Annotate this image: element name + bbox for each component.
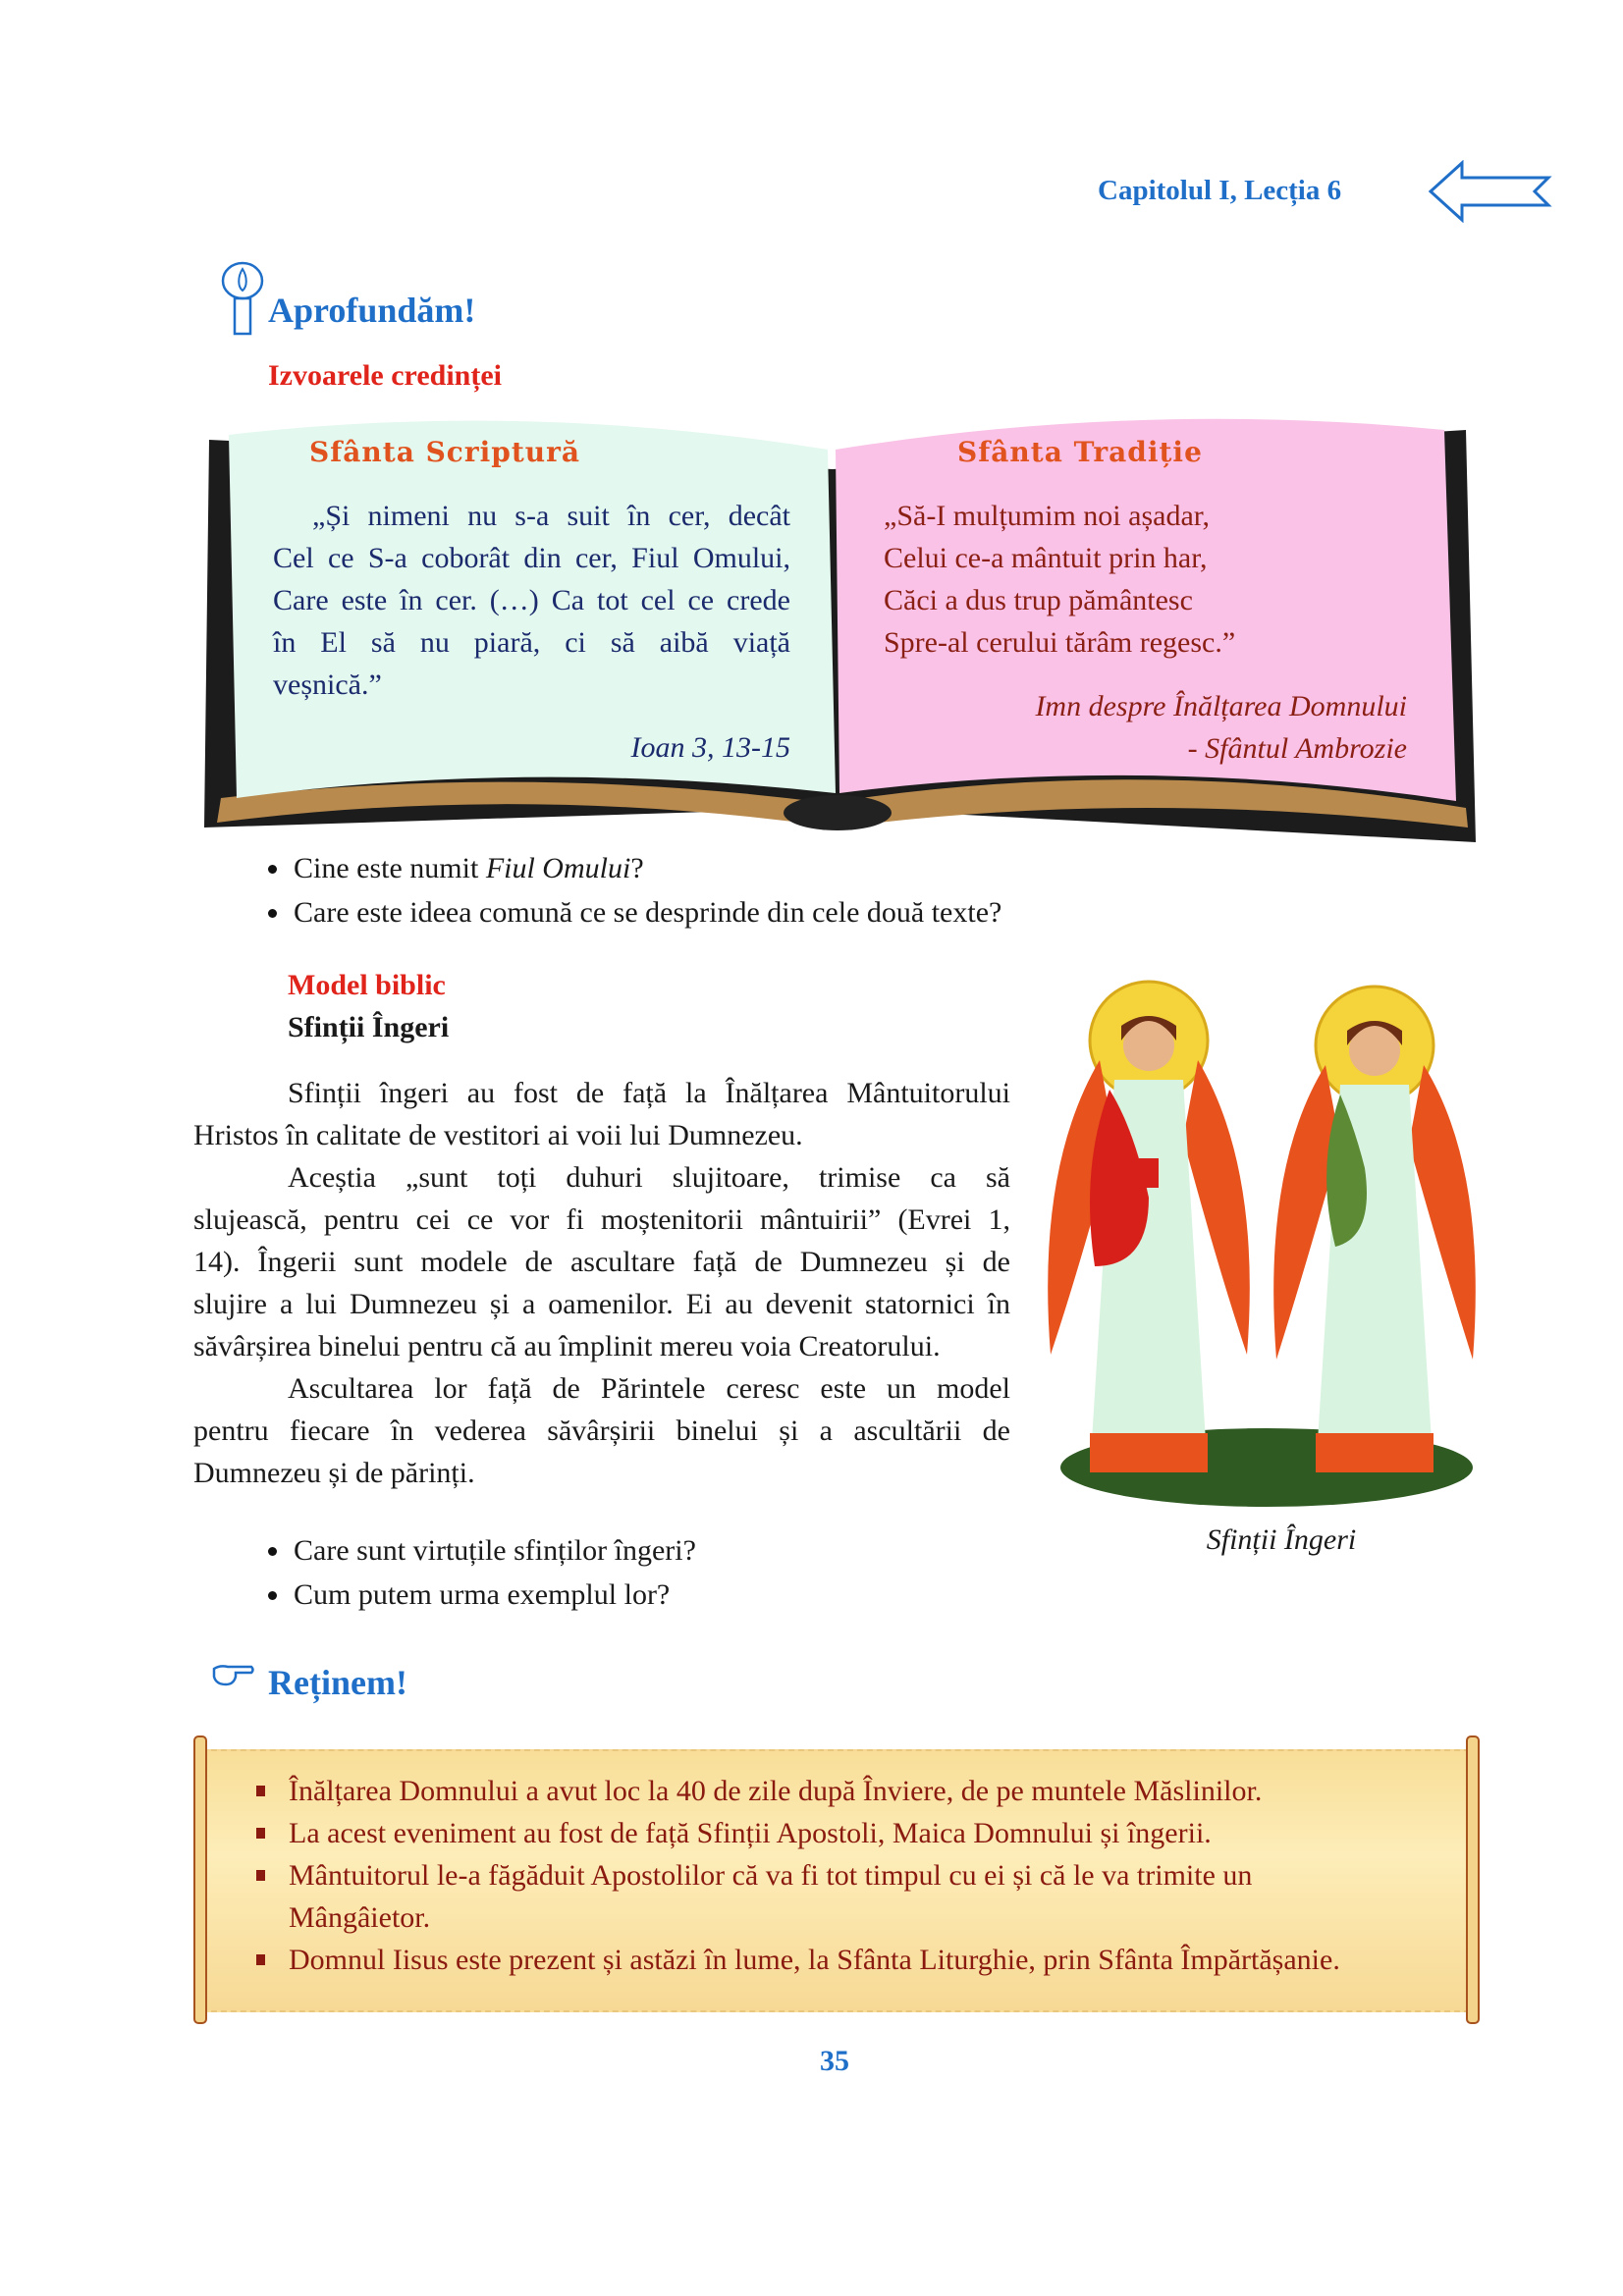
text-line: Dumnezeu și de părinți. (193, 1457, 475, 1489)
open-book (199, 410, 1476, 842)
question-item: Care sunt virtuțile sfinților îngeri? (268, 1528, 696, 1573)
hymn-line: Căci a dus trup pământesc (884, 584, 1193, 616)
text-line: slujească, pentru cei ce vor fi moștenitorii mântuirii” (Evrei 1, (193, 1203, 1010, 1236)
text-line: pentru fiecare în vederea săvârșirii binelui și a ascultării de (193, 1415, 1010, 1447)
question-item: Cum putem urma exemplul lor? (268, 1573, 696, 1617)
tradition-hymn (884, 495, 1414, 664)
question-item: Cine este numit Fiul Omului? (268, 846, 1001, 890)
subtitle-izvoarele: Izvoarele credinței (268, 359, 502, 392)
quote-line: veșnică.” (273, 668, 382, 701)
text-line: slujire a lui Dumnezeu și a oamenilor. Ei au devenit statornici în (193, 1288, 1010, 1320)
candle-icon (218, 261, 267, 338)
chapter-label: Capitolul I, Lecția 6 (1098, 175, 1342, 206)
quote-line: Care este în cer. (…) Ca tot cel ce crede (273, 584, 790, 616)
summary-item: Înălțarea Domnului a avut loc la 40 de zile după Înviere, de pe muntele Măslinilor. (256, 1770, 1434, 1812)
hymn-source (884, 685, 1407, 770)
summary-scroll (191, 1735, 1480, 2020)
hymn-line: Spre-al cerului tărâm regesc.” (884, 626, 1236, 659)
image-caption: Sfinții Îngeri (1206, 1523, 1357, 1556)
hymn-source-author: - Sfântul Ambrozie (1187, 732, 1407, 765)
hymn-line: „Să-I mulțumim noi așadar, (884, 500, 1211, 532)
text-line: Ascultarea lor față de Părintele ceresc este un model (288, 1372, 1010, 1405)
text-line: 14). Îngerii sunt modele de ascultare față de Dumnezeu și de (193, 1246, 1010, 1278)
angels-icon-image (1041, 972, 1478, 1512)
quote-line: Cel ce S-a coborât din cer, Fiul Omului, (273, 542, 790, 574)
tradition-title: Sfânta Tradiție (957, 436, 1203, 468)
question-item: Care este ideea comună ce se desprinde din cele două texte? (268, 890, 1001, 934)
angel-left (1048, 982, 1250, 1472)
model-questions (268, 1528, 696, 1617)
summary-item: La acest eveniment au fost de față Sfinții Apostoli, Maica Domnului și îngerii. (256, 1812, 1434, 1854)
text-line: Hristos în calitate de vestitori ai voii lui Dumnezeu. (193, 1119, 803, 1151)
section-title-aprofundam: Aprofundăm! (268, 291, 476, 330)
pointing-hand-icon (212, 1663, 255, 1688)
page-number: 35 (820, 2045, 849, 2077)
text-line: Sfinții îngeri au fost de față la Înălțarea Mântuitorului (288, 1077, 1010, 1109)
model-label: Model biblic (288, 969, 446, 1001)
summary-list (256, 1770, 1434, 1981)
quote-line: în El să nu piară, ci să aibă viață (273, 626, 790, 659)
summary-item: Mântuitorul le-a făgăduit Apostolilor că va fi tot timpul cu ei și că le va trimite un Mângâietor. (256, 1854, 1349, 1939)
summary-item: Domnul Iisus este prezent și astăzi în lume, la Sfânta Liturghie, prin Sfânta Împărtășanie. (256, 1939, 1434, 1981)
section-title-retinem: Reținem! (268, 1663, 407, 1702)
quote-line: „Și nimeni nu s-a suit în cer, decât (312, 500, 790, 532)
hymn-line: Celui ce-a mântuit prin har, (884, 542, 1208, 574)
scripture-reference: Ioan 3, 13-15 (630, 731, 790, 764)
model-text (193, 1072, 1010, 1494)
book-questions (268, 846, 1001, 934)
angel-right (1273, 987, 1476, 1472)
hymn-source-title: Imn despre Înălțarea Domnului (1035, 690, 1407, 722)
text-line: săvârșirea binelui pentru că au împlinit mereu voia Creatorului. (193, 1330, 941, 1362)
text-line: Aceștia „sunt toți duhuri slujitoare, trimise ca să (288, 1161, 1010, 1194)
model-title: Sfinții Îngeri (288, 1011, 450, 1043)
arrow-left-icon[interactable] (1429, 160, 1552, 223)
scripture-quote (273, 495, 790, 706)
scripture-title: Sfânta Scriptură (309, 436, 581, 468)
